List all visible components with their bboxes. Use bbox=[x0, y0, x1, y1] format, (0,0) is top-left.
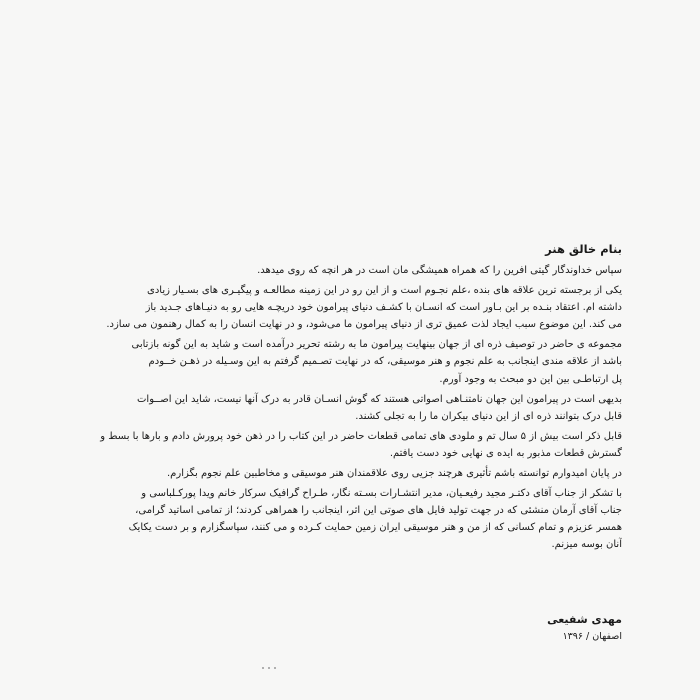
footer-dot bbox=[262, 667, 264, 669]
page-footer-mark bbox=[262, 665, 278, 671]
signature-block bbox=[430, 612, 622, 644]
text-line: مجموعه ی حاضر در توصیف ذره ای از جهان بینهایت پیرامون ما به رشته تحریر درآمده است و شاید به این گونه بازتابی bbox=[131, 339, 622, 351]
preface-paragraph-3 bbox=[84, 336, 622, 387]
footer-dot bbox=[274, 667, 276, 669]
author-name: مهدی شفیعی bbox=[547, 613, 622, 626]
text-line: قابل ذکر است بیش از ۵ سال تم و ملودی های تمامی قطعات حاضر در این کتاب را در ذهن خود پرورش دادم و بارها با بسط و bbox=[100, 430, 622, 442]
preface-paragraph-7 bbox=[84, 485, 622, 553]
text-line: آنان بوسه میزنم. bbox=[551, 539, 622, 551]
text-line: سپاس خداوندگار گیتی افرین را که همراه همیشگی مان است در هر انچه که روی میدهد. bbox=[257, 265, 622, 276]
place-and-date: اصفهان / ۱۳۹۶ bbox=[562, 631, 622, 642]
text-line: پل ارتباطـی بین این دو مبحث به وجود آورم. bbox=[439, 373, 622, 385]
text-line: می کند. این موضوع سبب ایجاد لذت عمیق تری از دنیای پیرامون ما می‌شود، و در نهایت انسان را به کمال رهنمون می سازد. bbox=[106, 319, 622, 331]
text-line: داشته ام. اعتقاد بنـده بر این بـاور است که انسـان با کشـف دنیای پیرامون خود دریچـه هایی رو به دنیـاهای جـدید باز bbox=[145, 302, 622, 314]
text-line: باشد از علاقه مندی اینجانب به علم نجوم و هنر موسیقی، که در نهایت تصـمیم گرفتم به این وسـیله در ذهـن خــودم bbox=[148, 356, 622, 368]
text-line: در پایان امیدوارم توانسته باشم تأثیری هرچند جزیی روی علاقمندان هنر موسیقی و مخاطبین علم نجوم بگزارم. bbox=[167, 468, 622, 480]
text-line: گسترش قطعات مذبور به ایده ی نهایی خود دست یافتم. bbox=[389, 447, 622, 459]
preface-text bbox=[84, 240, 622, 557]
preface-paragraph-2 bbox=[84, 282, 622, 333]
text-line: همسر عزیزم و تمام کسانی که از من و هنر موسیقی ایران زمین حمایت کـرده و می کنند، سپاسگزارم و بر دست یکایک bbox=[128, 522, 622, 534]
text-line: بدیهی است در پیرامون این جهان نامتنـاهی اصواتی هستند که گوش انسـان قادر به درک آنها نیست، شاید این اصــوات bbox=[137, 393, 622, 405]
text-line: جناب آقای آرمان منشئی که در جهت تولید فایل های صوتی این اثر، اینجانب را همراهی کردند؛ از تمامی اساتید گرامی، bbox=[135, 505, 622, 517]
preface-paragraph-5 bbox=[84, 428, 622, 462]
preface-paragraph-1 bbox=[84, 262, 622, 279]
text-line: با تشکر از جناب آقای دکتـر مجید رفیعـیان، مدیر انتشـارات بسـته نگار، طـراح گرافیک سرکار خانم ویدا پورکـلباسی و bbox=[141, 488, 622, 500]
text-line: یکی از برجسته ترین علاقه های بنده ،علم نجـوم است و از این رو در این زمینه مطالعـه و پیگیـری های بسـیار زیادی bbox=[147, 285, 622, 297]
preface-heading: بنام خالق هنر bbox=[545, 242, 622, 256]
text-line: قابل درک بتوانند ذره ای از این دنیای بیکران ما را به تجلی کشند. bbox=[355, 410, 622, 422]
footer-dot bbox=[268, 667, 270, 669]
preface-paragraph-6 bbox=[84, 465, 622, 482]
preface-paragraph-4 bbox=[84, 391, 622, 425]
